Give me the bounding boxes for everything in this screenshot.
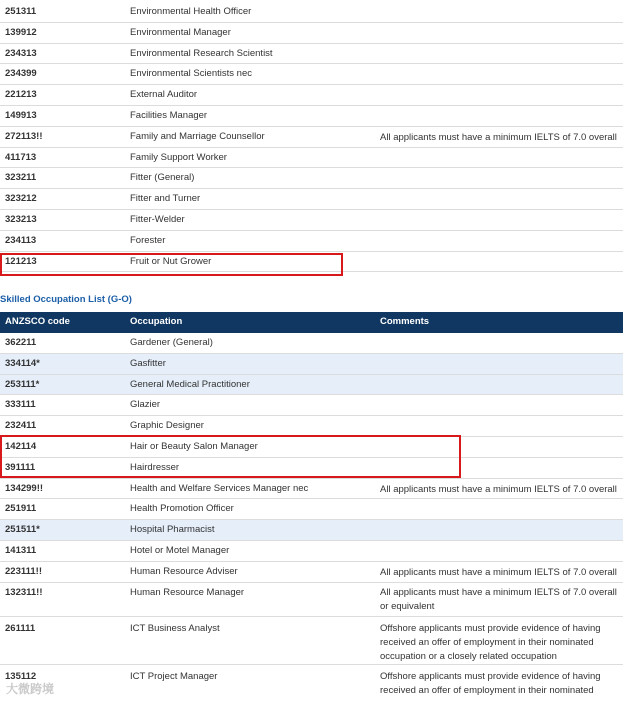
- occupation: Forester: [130, 234, 166, 246]
- anzsco-code: 253111*: [5, 378, 40, 390]
- occupation: Fitter-Welder: [130, 213, 185, 225]
- anzsco-code: 391111: [5, 461, 36, 473]
- table-row: [0, 583, 623, 617]
- occupation: Health and Welfare Services Manager nec: [130, 482, 309, 494]
- occupation: Human Resource Manager: [130, 586, 245, 598]
- table-row: [0, 617, 623, 665]
- occupation: Fitter (General): [130, 172, 195, 184]
- table-row: [0, 395, 623, 416]
- occupation: General Medical Practitioner: [130, 378, 250, 390]
- occupation: Hair or Beauty Salon Manager: [130, 440, 258, 452]
- lower-occupation-table: [0, 333, 623, 699]
- anzsco-code: 251911: [5, 503, 37, 515]
- anzsco-code: 232411: [5, 420, 37, 432]
- comment: Offshore applicants must provide evidence of having received an offer of employment in their nominated: [380, 670, 601, 696]
- occupation: Gasfitter: [130, 357, 166, 369]
- table-row: [0, 127, 623, 148]
- anzsco-code: 261111: [5, 622, 36, 634]
- table-row: [0, 210, 623, 231]
- anzsco-code: 323211: [5, 172, 37, 184]
- anzsco-code: 334114*: [5, 357, 40, 369]
- occupation: Environmental Research Scientist: [130, 47, 273, 59]
- anzsco-code: 121213: [5, 255, 37, 267]
- anzsco-code: 149913: [5, 109, 37, 121]
- occupation: Family and Marriage Counsellor: [130, 130, 265, 142]
- comment: All applicants must have a minimum IELTS of 7.0 overall: [380, 131, 617, 143]
- anzsco-code: 223111!!: [5, 565, 42, 577]
- table-row: [0, 64, 623, 85]
- table-row: [0, 23, 623, 44]
- watermark: 大微跨境: [6, 682, 55, 696]
- occupation: Environmental Manager: [130, 26, 231, 38]
- occupation: Health Promotion Officer: [130, 503, 234, 515]
- anzsco-code: 132311!!: [5, 586, 43, 598]
- table-row: [0, 499, 623, 520]
- occupation: Glazier: [130, 399, 161, 411]
- occupation: Hairdresser: [130, 461, 180, 473]
- upper-occupation-table: [0, 2, 623, 272]
- occupation: Gardener (General): [130, 337, 213, 348]
- table-row: [0, 44, 623, 65]
- anzsco-code: 135112: [5, 670, 37, 682]
- anzsco-code: 142114: [5, 440, 37, 452]
- comment: All applicants must have a minimum IELTS of 7.0 overall: [380, 566, 617, 578]
- table-row: [0, 665, 623, 699]
- header-occupation: Occupation: [130, 316, 183, 327]
- table-row: [0, 354, 623, 375]
- header-comments: Comments: [380, 316, 430, 327]
- table-row: [0, 85, 623, 106]
- occupation: Graphic Designer: [130, 420, 204, 432]
- table-row: [0, 231, 623, 252]
- occupation: Human Resource Adviser: [130, 565, 238, 577]
- anzsco-code: 333111: [5, 399, 36, 411]
- occupation: ICT Business Analyst: [130, 622, 220, 634]
- comment: Offshore applicants must provide evidence of having received an offer of employment in their nominated occupation or a closely related occupation: [380, 622, 601, 663]
- red-highlight-box-hair: [0, 435, 461, 478]
- occupation: Family Support Worker: [130, 151, 227, 163]
- anzsco-code: 234313: [5, 47, 37, 59]
- header-anzsco-code: ANZSCO code: [5, 316, 70, 327]
- table-row: [0, 479, 623, 500]
- occupation: Facilities Manager: [130, 109, 208, 121]
- comment: All applicants must have a minimum IELTS of 7.0 overall or equivalent: [380, 586, 617, 612]
- anzsco-code: 251311: [5, 6, 37, 17]
- anzsco-code: 141311: [5, 544, 37, 556]
- occupation: ICT Project Manager: [130, 670, 218, 682]
- comment: All applicants must have a minimum IELTS of 7.0 overall: [380, 483, 617, 495]
- table-row: [0, 333, 623, 354]
- anzsco-code: 251511*: [5, 524, 40, 536]
- occupation: Hospital Pharmacist: [130, 524, 215, 536]
- occupation: Fruit or Nut Grower: [130, 255, 212, 267]
- table-row: [0, 106, 623, 127]
- table-row: [0, 189, 623, 210]
- anzsco-code: 234113: [5, 234, 37, 246]
- anzsco-code: 221213: [5, 89, 37, 101]
- red-highlight-box-fruit-grower: [0, 253, 343, 276]
- occupation: Environmental Scientists nec: [130, 68, 252, 80]
- table-row: [0, 148, 623, 169]
- table-row: [0, 541, 623, 562]
- section-title: Skilled Occupation List (G-O): [0, 294, 132, 305]
- table-row: [0, 520, 623, 541]
- anzsco-code: 362211: [5, 337, 37, 348]
- table-row: [0, 2, 623, 23]
- table-header: [0, 312, 623, 333]
- table-row: [0, 375, 623, 396]
- table-row: [0, 168, 623, 189]
- occupation: External Auditor: [130, 89, 198, 101]
- occupation: Fitter and Turner: [130, 193, 201, 205]
- occupation: Hotel or Motel Manager: [130, 544, 230, 556]
- anzsco-code: 134299!!: [5, 482, 44, 494]
- table-row: [0, 562, 623, 583]
- anzsco-code: 272113!!: [5, 130, 43, 142]
- anzsco-code: 323213: [5, 213, 37, 225]
- anzsco-code: 323212: [5, 193, 37, 205]
- table-row: [0, 416, 623, 437]
- occupation: Environmental Health Officer: [130, 6, 252, 17]
- anzsco-code: 139912: [5, 26, 37, 38]
- anzsco-code: 411713: [5, 151, 37, 163]
- anzsco-code: 234399: [5, 68, 37, 80]
